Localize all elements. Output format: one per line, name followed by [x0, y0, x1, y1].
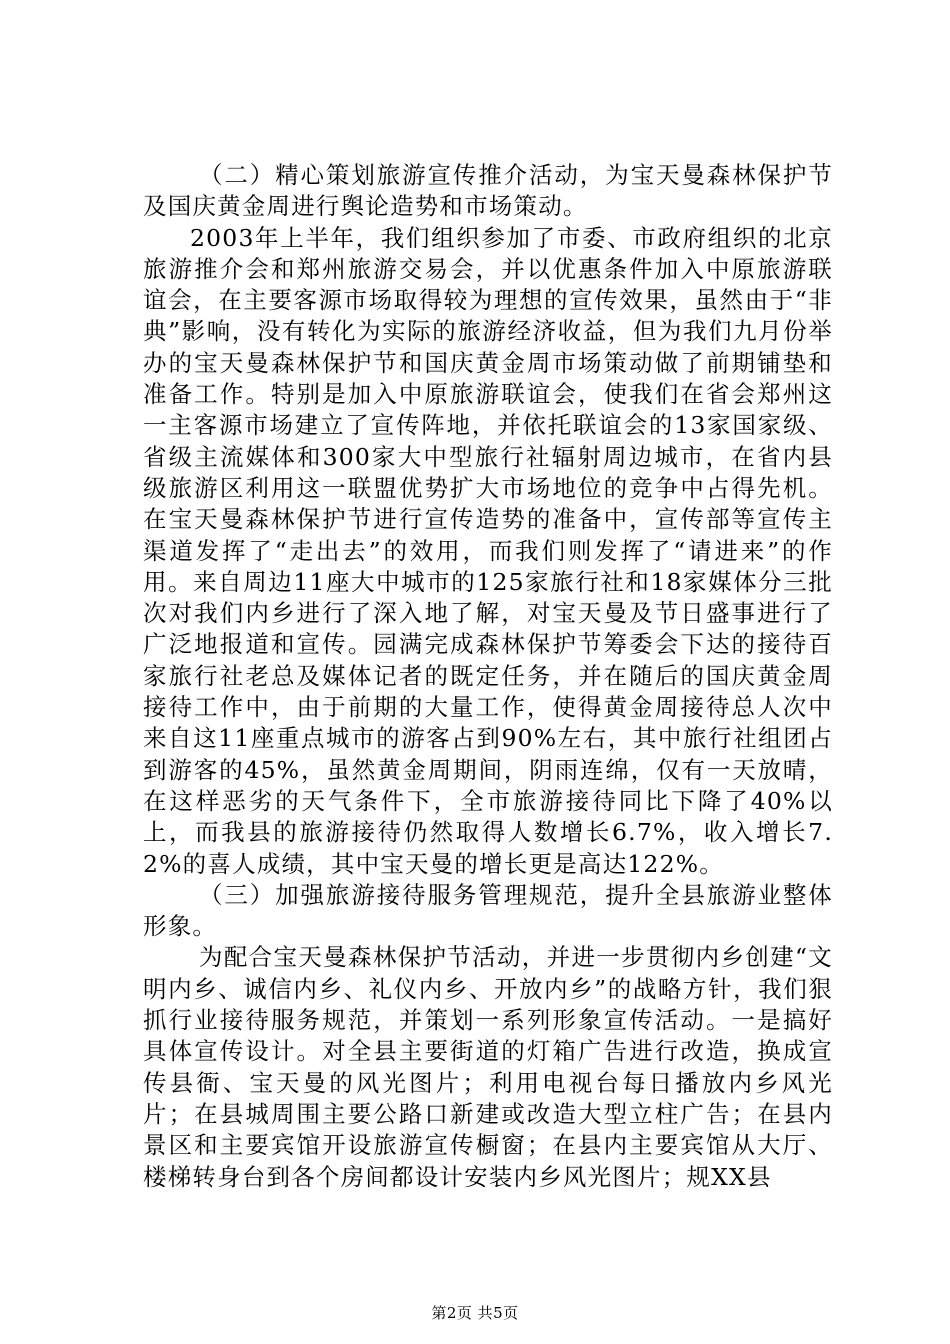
paragraph-promotion: 2003年上半年，我们组织参加了市委、市政府组织的北京旅游推介会和郑州旅游交易会，并以优惠条件加入中原旅游联谊会，在主要客源市场取得较为理想的宣传效果，虽然由于“非典”影响，没有转化为实际的旅游经济收益，但为我们九月份举办的宝天曼森林保护节和国庆黄金周市场策动做了前期铺垫和准备工作。特别是加入中原旅游联谊会，使我们在省会郑州这一主客源市场建立了宣传阵地，并依托联谊会的13家国家级、省级主流媒体和300家大中型旅行社辐射周边城市，在省内县级旅游区利用这一联盟优势扩大市场地位的竞争中占得先机。在宝天曼森林保护节进行宣传造势的准备中，宣传部等宣传主渠道发挥了“走出去”的效用，而我们则发挥了“请进来”的作用。来自周边11座大中城市的125家旅行社和18家媒体分三批次对我们内乡进行了深入地了解，对宝天曼及节日盛事进行了广泛地报道和宣传。园满完成森林保护节筹委会下达的接待百家旅行社老总及媒体记者的既定任务，并在随后的国庆黄金周接待工作中，由于前期的大量工作，使得黄金周接待总人次中来自这11座重点城市的游客占到90%左右，其中旅行社组团占到游客的45%，虽然黄金周期间，阴雨连绵，仅有一天放晴，在这样恶劣的天气条件下，全市旅游接待同比下降了40%以上，而我县的旅游接待仍然取得人数增长6.7%，收入增长7.2%的喜人成绩，其中宝天曼的增长更是高达122%。 [143, 223, 833, 878]
section-heading-two: （二）精心策划旅游宣传推介活动，为宝天曼森林保护节及国庆黄金周进行舆论造势和市场策动。 [143, 161, 833, 221]
document-body [143, 160, 833, 1193]
section-heading-three: （三）加强旅游接待服务管理规范，提升全县旅游业整体形象。 [143, 880, 833, 941]
paragraph-service: 为配合宝天曼森林保护节活动，并进一步贯彻内乡创建“文明内乡、诚信内乡、礼仪内乡、开放内乡”的战略方针，我们狠抓行业接待服务规范，并策划一系列形象宣传活动。一是搞好具体宣传设计。对全县主要街道的灯箱广告进行改造，换成宣传县衙、宝天曼的风光图片；利用电视台每日播放内乡风光片；在县城周围主要公路口新建或改造大型立柱广告；在县内景区和主要宾馆开设旅游宣传橱窗；在县内主要宾馆从大厅、楼梯转身台到各个房间都设计安装内乡风光图片；规XX县 [143, 943, 833, 1191]
page-footer: 第2页 共5页 [431, 1304, 519, 1322]
